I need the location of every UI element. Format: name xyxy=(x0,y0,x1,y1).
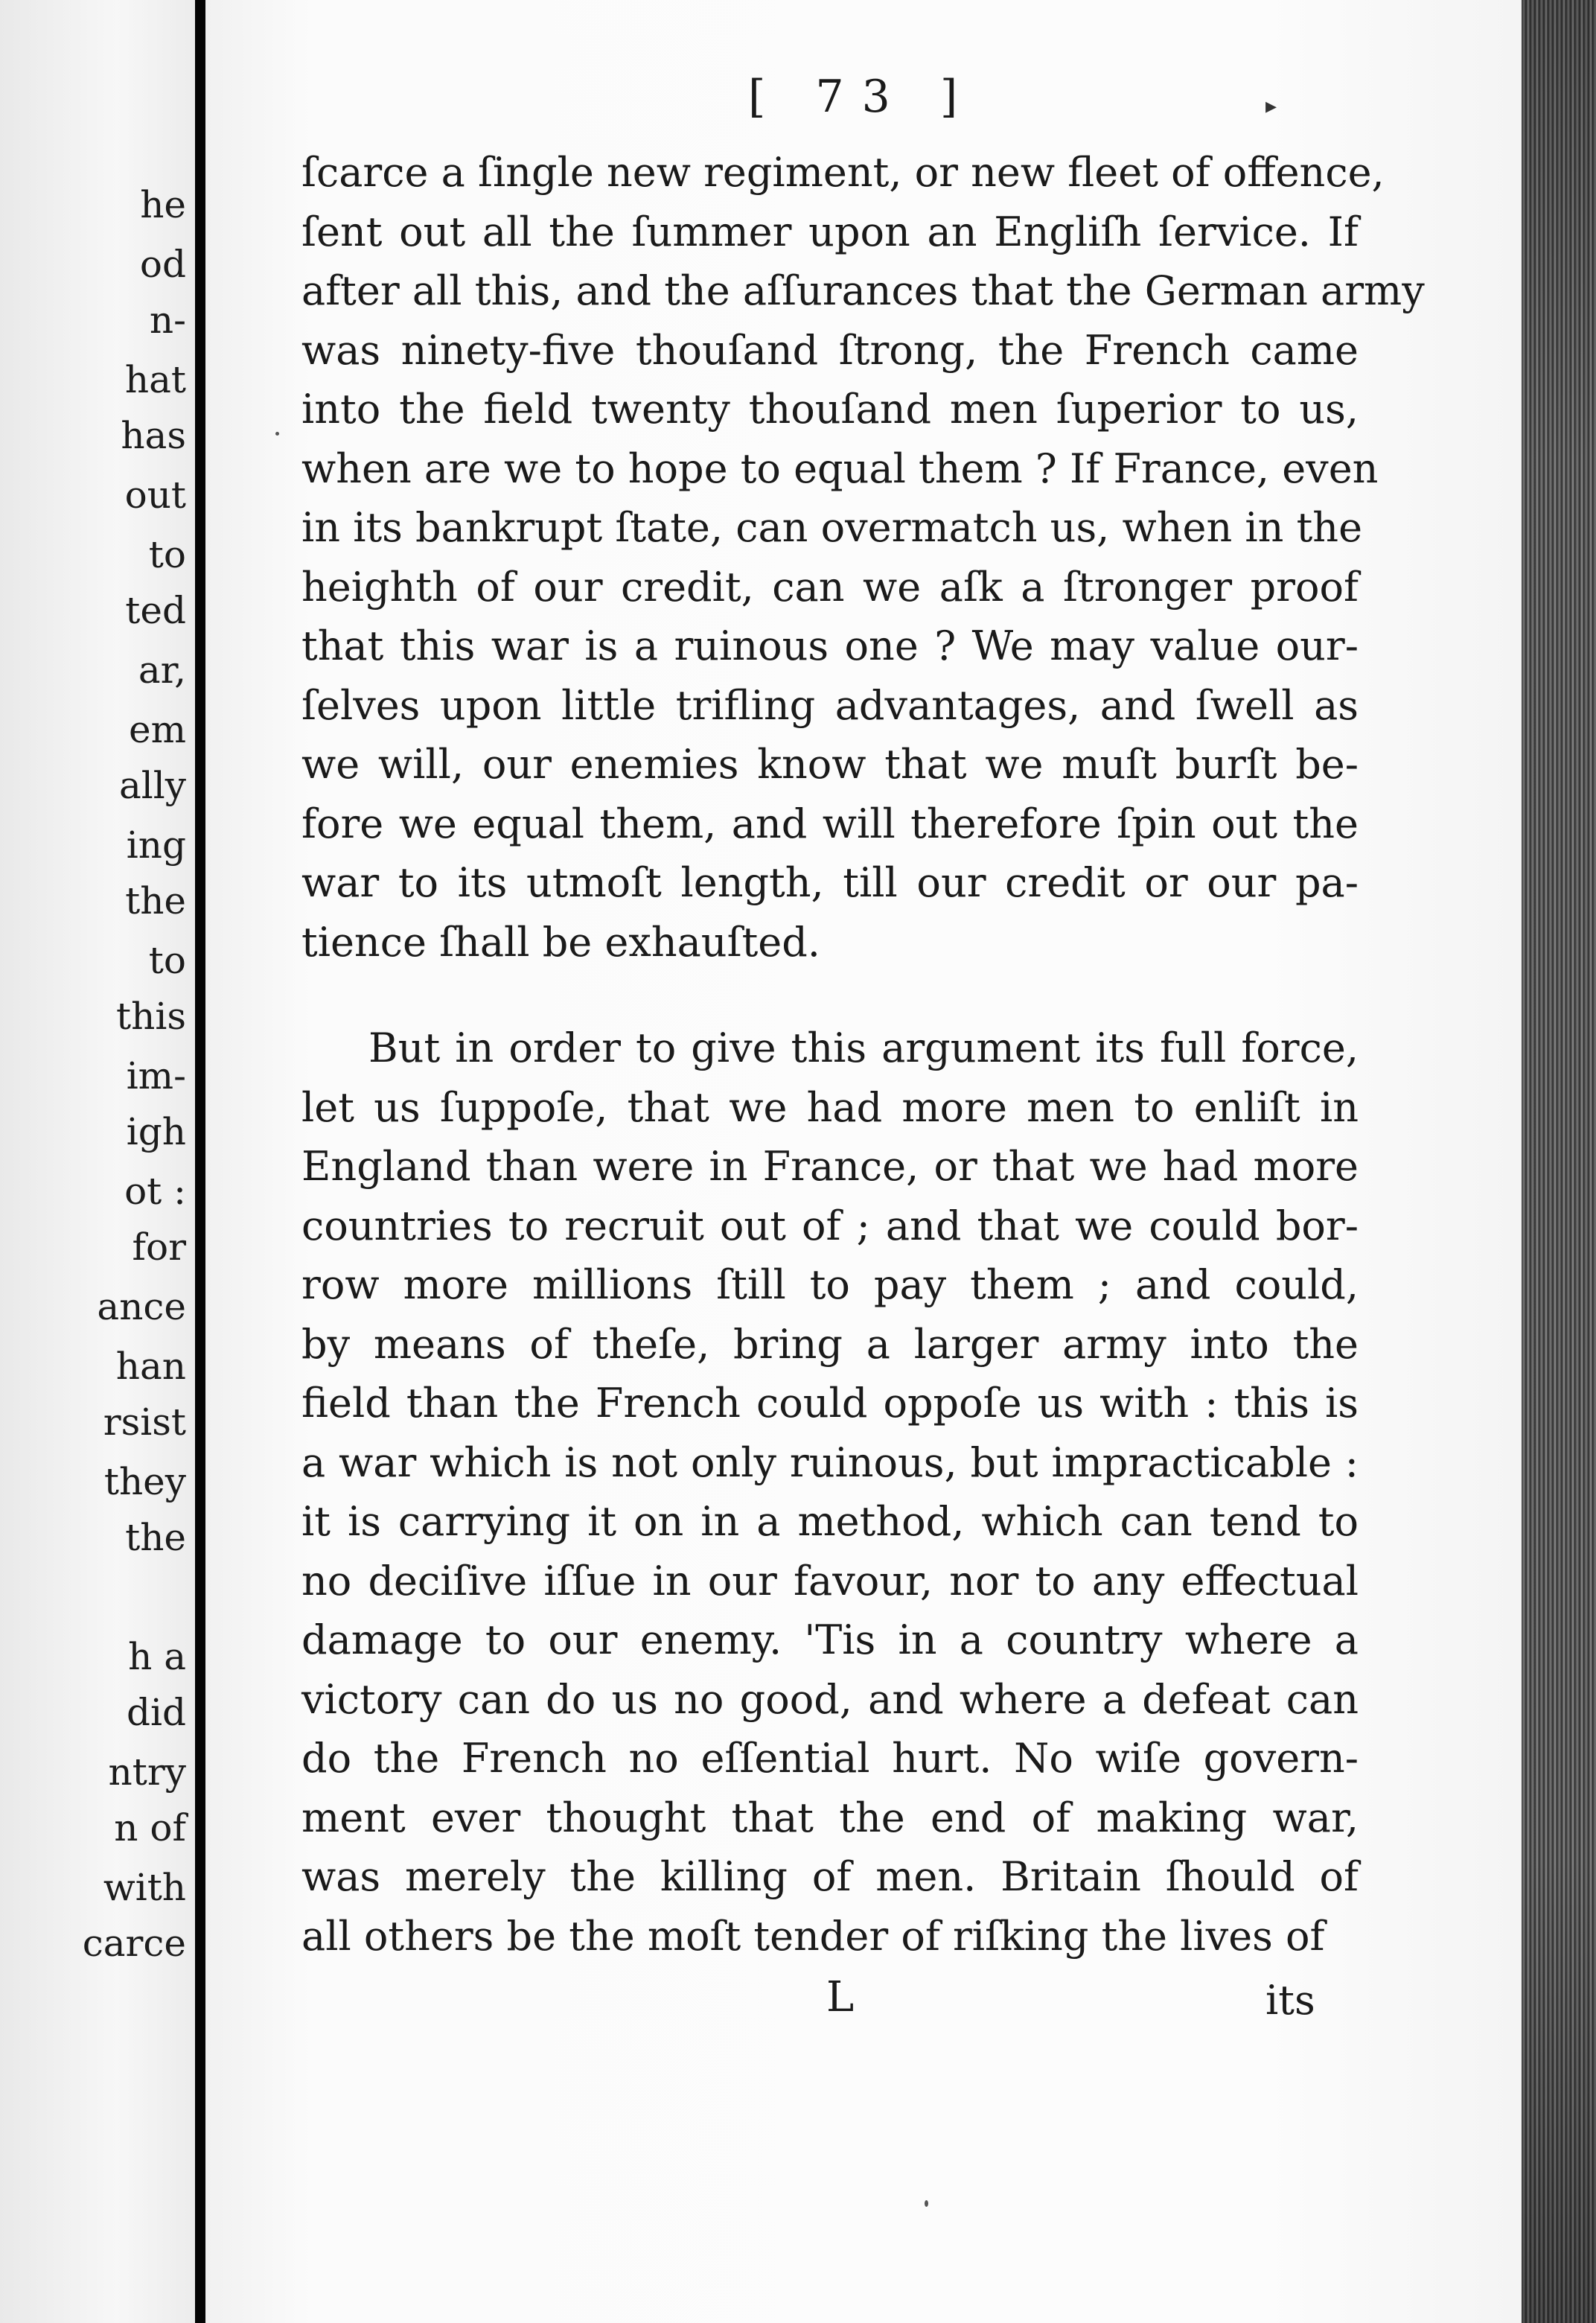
facing-page-text-fragment: od xyxy=(139,243,186,286)
facing-page-fragment xyxy=(0,0,195,2323)
text-line: in its bankrupt ſtate, can overmatch us, when in the xyxy=(301,504,1363,551)
signature-mark: L xyxy=(826,1973,855,2021)
text-line: But in order to give this argument its full force, xyxy=(368,1025,1359,1071)
facing-page-text-fragment: rsist xyxy=(103,1401,186,1444)
facing-page-text-fragment: out xyxy=(124,474,186,517)
text-line: no deciſive iſſue in our favour, nor to any effectual xyxy=(301,1557,1359,1605)
text-line: into the field twenty thouſand men ſuperior to us, xyxy=(301,386,1359,433)
text-line: row more millions ſtill to pay them ; and could, xyxy=(301,1261,1359,1308)
facing-page-text-fragment: n- xyxy=(149,299,186,342)
facing-page-text-fragment: im- xyxy=(126,1054,186,1097)
facing-page-text-fragment: hat xyxy=(124,358,186,401)
text-line: by means of theſe, bring a larger army into the xyxy=(301,1320,1359,1368)
text-line: ſent out all the ſummer upon an Engliſh ſervice. If xyxy=(301,208,1359,255)
facing-page-text-fragment: n of xyxy=(114,1806,186,1849)
text-line: heighth of our credit, can we aſk a ſtronger proof xyxy=(301,563,1359,611)
text-line: all others be the moſt tender of riſking the lives of xyxy=(301,1912,1325,1960)
text-line: a war which is not only ruinous, but impracticable : xyxy=(301,1438,1359,1486)
facing-page-text-fragment: h a xyxy=(128,1635,186,1678)
text-line: we will, our enemies know that we muſt burſt be- xyxy=(301,741,1359,788)
facing-page-text-fragment: did xyxy=(126,1691,186,1734)
text-line: it is carrying it on in a method, which can tend to xyxy=(301,1498,1359,1545)
text-line: was ninety-five thouſand ſtrong, the French came xyxy=(301,326,1359,374)
text-line: victory can do us no good, and where a defeat can xyxy=(301,1675,1359,1723)
text-line: fore we equal them, and will therefore ſpin out the xyxy=(301,800,1359,847)
facing-page-text-fragment: has xyxy=(121,414,186,457)
catchword: its xyxy=(1265,1977,1315,2024)
facing-page-text-fragment: carce xyxy=(82,1922,186,1965)
facing-page-text-fragment: the xyxy=(125,879,186,922)
text-line: tience ſhall be exhauſted. xyxy=(301,918,820,966)
facing-page-text-fragment: ot : xyxy=(124,1170,186,1213)
facing-page-text-fragment: to xyxy=(148,533,186,576)
ink-speck xyxy=(925,2200,928,2207)
text-line: England than were in France, or that we had more xyxy=(301,1143,1359,1190)
facing-page-text-fragment: em xyxy=(128,708,186,751)
facing-page-text-fragment: they xyxy=(103,1460,186,1503)
facing-page-text-fragment: the xyxy=(125,1516,186,1559)
text-line: was merely the killing of men. Britain ſhould of xyxy=(301,1853,1359,1900)
facing-page-text-fragment: ance xyxy=(97,1285,186,1328)
text-line: ſcarce a ſingle new regiment, or new fleet of offence, xyxy=(301,149,1385,196)
facing-page-text-fragment: to xyxy=(148,939,186,982)
text-line: do the French no eſſential hurt. No wiſe govern- xyxy=(301,1735,1359,1782)
text-line: war to its utmoſt length, till our credit or our pa- xyxy=(301,859,1359,906)
book-gutter xyxy=(195,0,205,2323)
facing-page-text-fragment: ar, xyxy=(138,649,186,692)
text-line: when are we to hope to equal them ? If France, even xyxy=(301,444,1379,492)
ink-speck xyxy=(275,432,279,436)
facing-page-text-fragment: this xyxy=(116,995,186,1038)
text-line: field than the French could oppoſe us with : this is xyxy=(301,1380,1359,1427)
facing-page-text-fragment: ted xyxy=(125,589,186,632)
text-line: damage to our enemy. 'Tis in a country where a xyxy=(301,1616,1359,1663)
text-line: ſelves upon little trifling advantages, and ſwell as xyxy=(301,681,1359,729)
running-head-page-number: [ 73 ] xyxy=(748,71,976,123)
facing-page-text-fragment: ntry xyxy=(108,1750,186,1794)
facing-page-text-fragment: with xyxy=(103,1866,186,1909)
paragraph-2 xyxy=(301,1019,1359,1966)
text-line: ment ever thought that the end of making war, xyxy=(301,1794,1359,1841)
facing-page-text-fragment: ing xyxy=(126,823,186,867)
corner-mark: ▸ xyxy=(1265,93,1277,119)
text-line: let us ſuppoſe, that we had more men to enliſt in xyxy=(301,1083,1359,1131)
facing-page-text-fragment: igh xyxy=(126,1110,186,1153)
facing-page-text-fragment: for xyxy=(132,1226,186,1269)
text-line: after all this, and the aſſurances that the German army xyxy=(301,267,1425,314)
text-line: countries to recruit out of ; and that we could bor- xyxy=(301,1202,1359,1249)
facing-page-text-fragment: han xyxy=(115,1345,186,1388)
facing-page-text-fragment: he xyxy=(140,183,186,226)
paragraph-1 xyxy=(301,143,1425,972)
page-edges xyxy=(1522,0,1596,2323)
facing-page-text-fragment: ally xyxy=(118,764,186,807)
text-line: that this war is a ruinous one ? We may value our- xyxy=(301,622,1359,669)
